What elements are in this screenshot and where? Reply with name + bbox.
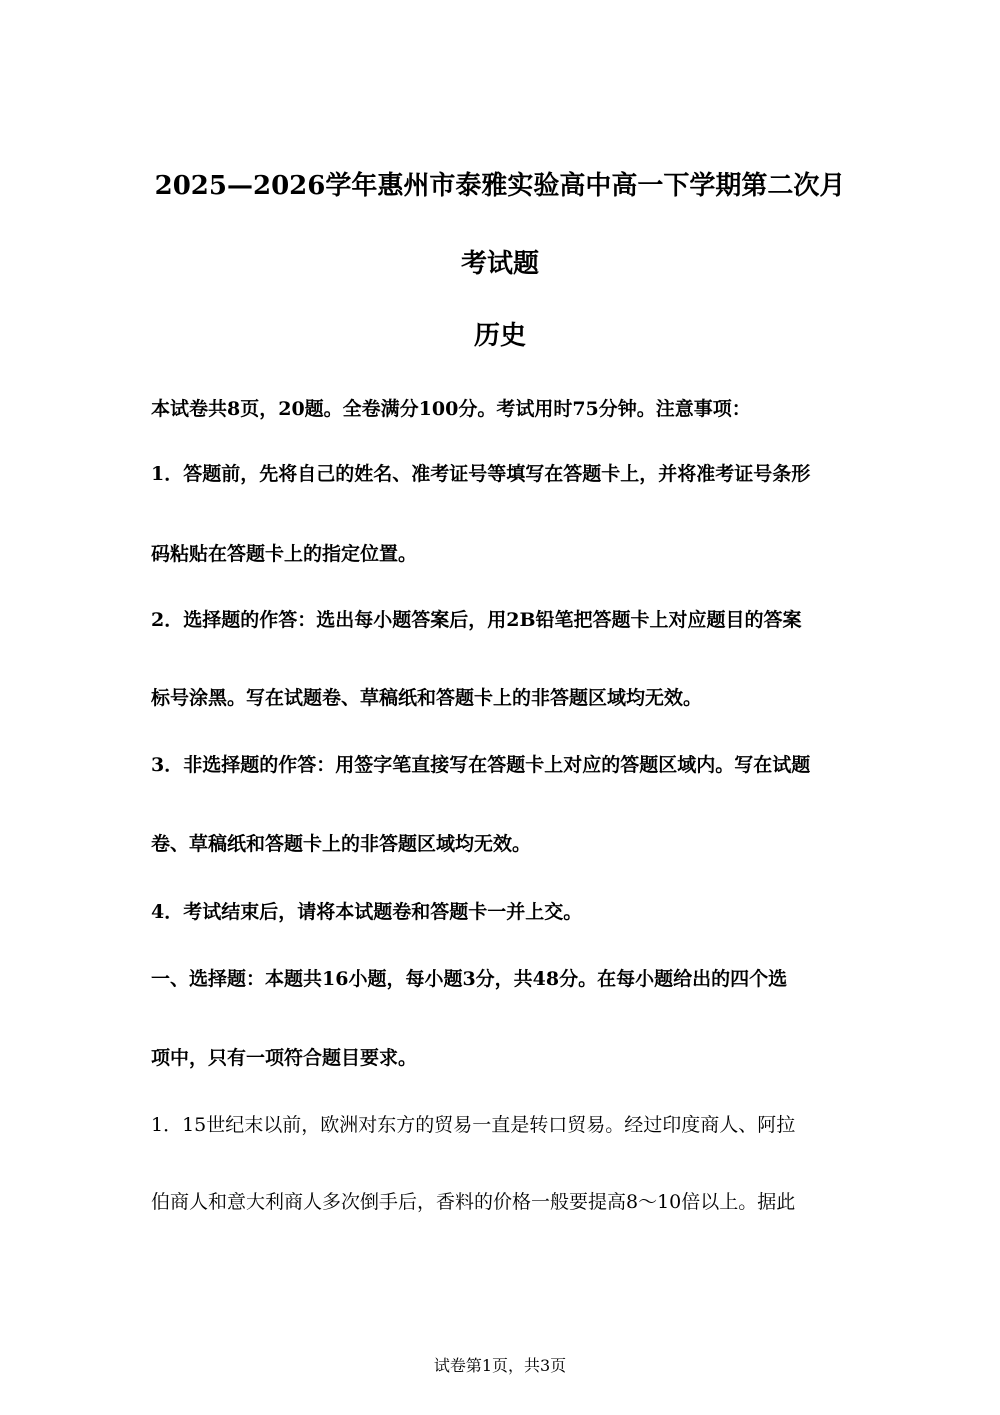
instruction-item-3-line-1: 3．非选择题的作答：用签字笔直接写在答题卡上对应的答题区域内。写在试题 xyxy=(151,754,811,776)
exam-title-line-1: 2025—2026学年惠州市泰雅实验高中高一下学期第二次月 xyxy=(154,171,846,201)
question-1-line-1: 1．15世纪末以前，欧洲对东方的贸易一直是转口贸易。经过印度商人、阿拉 xyxy=(151,1114,796,1136)
page-footer: 试卷第1页，共3页 xyxy=(433,1356,567,1375)
instruction-item-3-line-2: 卷、草稿纸和答题卡上的非答题区域均无效。 xyxy=(151,833,532,855)
section-heading-line-2: 项中，只有一项符合题目要求。 xyxy=(151,1047,418,1069)
subject-title: 历史 xyxy=(473,321,526,351)
instruction-item-2-line-1: 2．选择题的作答：选出每小题答案后，用2B铅笔把答题卡上对应题目的答案 xyxy=(151,609,802,631)
exam-title-line-2: 考试题 xyxy=(460,249,539,279)
instruction-item-1-line-1: 1．答题前，先将自己的姓名、准考证号等填写在答题卡上，并将准考证号条形 xyxy=(151,463,811,485)
instruction-item-2-line-2: 标号涂黑。写在试题卷、草稿纸和答题卡上的非答题区域均无效。 xyxy=(151,687,703,709)
instructions-intro: 本试卷共8页，20题。全卷满分100分。考试用时75分钟。注意事项： xyxy=(151,398,751,420)
question-1-line-2: 伯商人和意大利商人多次倒手后，香料的价格一般要提高8～10倍以上。据此 xyxy=(151,1191,796,1213)
section-heading-line-1: 一、选择题：本题共16小题，每小题3分，共48分。在每小题给出的四个选 xyxy=(151,968,788,990)
instruction-item-4: 4．考试结束后，请将本试题卷和答题卡一并上交。 xyxy=(151,901,583,923)
instruction-item-1-line-2: 码粘贴在答题卡上的指定位置。 xyxy=(151,543,418,565)
